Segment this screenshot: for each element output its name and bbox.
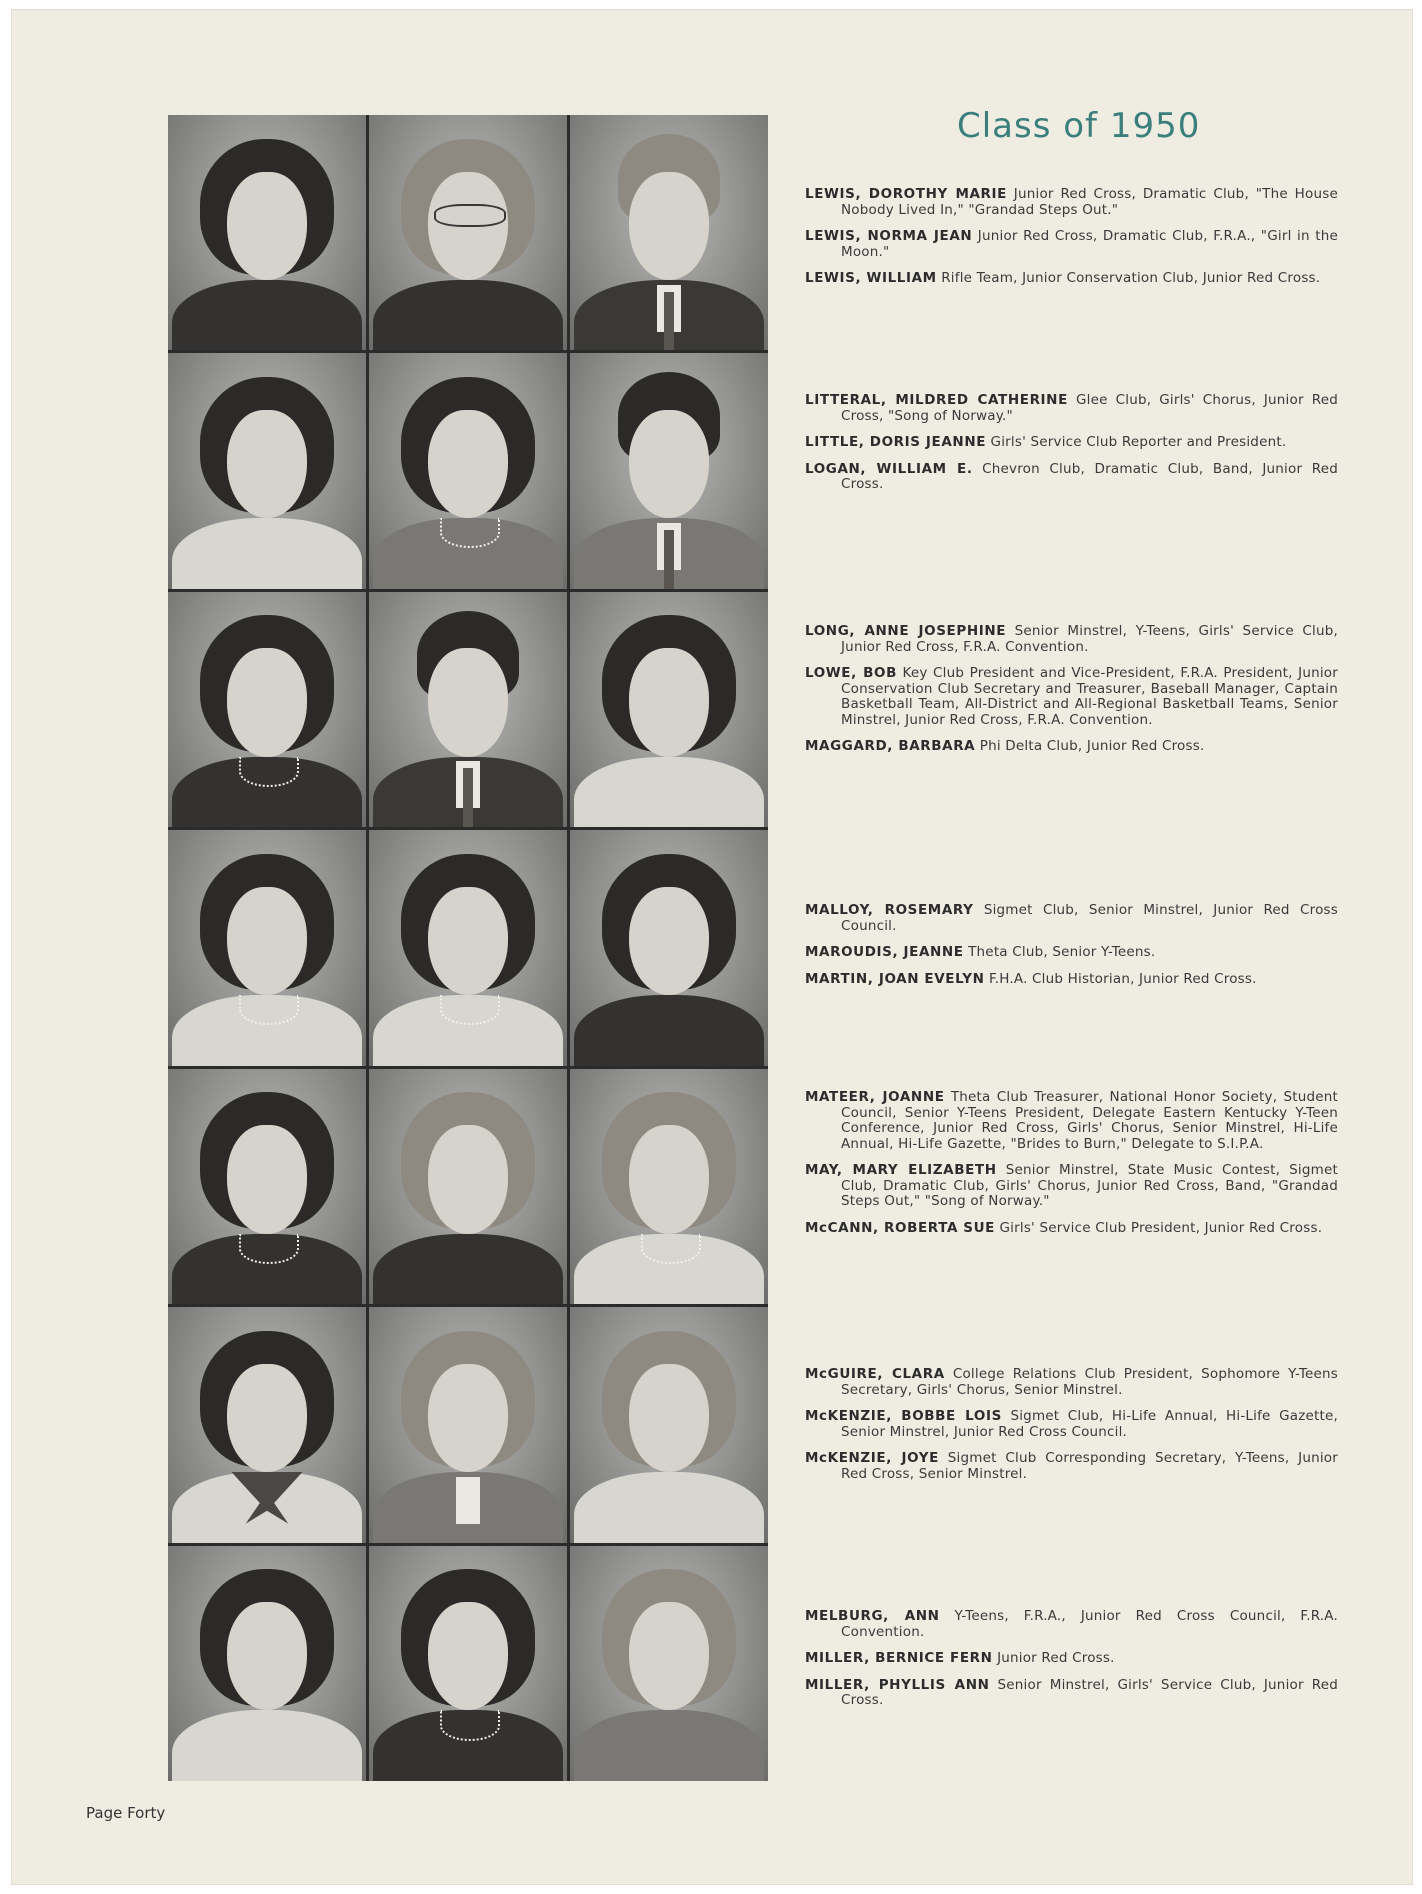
student-activities: Phi Delta Club, Junior Red Cross.: [979, 738, 1205, 754]
student-activities: Junior Red Cross, Dramatic Club, "The House Nobody Lived In," "Grandad Steps Out.": [841, 186, 1338, 218]
student-entry: [805, 945, 1338, 961]
student-activities: Senior Minstrel, Girls' Service Club, Junior Red Cross.: [841, 1676, 1338, 1708]
student-group: [805, 1090, 1338, 1247]
student-activities: College Relations Club President, Sophomore Y-Teens Secretary, Girls' Chorus, Senior Minstrel.: [841, 1366, 1338, 1398]
student-name: LOGAN, WILLIAM E.: [805, 460, 973, 477]
portrait-photo: [369, 1546, 567, 1781]
portrait-photo: [168, 1546, 366, 1781]
portrait-grid: [168, 115, 768, 1781]
student-entry: [805, 903, 1338, 934]
student-activities: Senior Minstrel, Y-Teens, Girls' Service Club, Junior Red Cross, F.R.A. Convention.: [841, 623, 1338, 655]
student-entry: [805, 462, 1338, 493]
portrait-photo: [369, 592, 567, 827]
student-entry: [805, 739, 1338, 755]
student-name: MAROUDIS, JEANNE: [805, 944, 964, 960]
student-name: LEWIS, DOROTHY MARIE: [805, 186, 1007, 202]
student-entry: [805, 1678, 1338, 1709]
student-entry: [805, 187, 1338, 218]
portrait-photo: [570, 1546, 768, 1781]
student-group: [805, 624, 1338, 766]
student-name: McGUIRE, CLARA: [805, 1366, 945, 1382]
student-entry: [805, 1409, 1338, 1440]
student-entry: [805, 1609, 1338, 1640]
student-activities: Glee Club, Girls' Chorus, Junior Red Cross, "Song of Norway.": [841, 392, 1338, 424]
student-group: [805, 1367, 1338, 1493]
portrait-photo: [570, 115, 768, 350]
student-activities: Junior Red Cross, Dramatic Club, F.R.A., "Girl in the Moon.": [841, 228, 1339, 260]
student-activities: Senior Minstrel, State Music Contest, Sigmet Club, Dramatic Club, Girls' Chorus, Junior Red Cross, Band, "Grandad Steps Out," "Song of Norway.": [841, 1162, 1338, 1209]
portrait-photo: [369, 1307, 567, 1542]
student-entry: [805, 1090, 1338, 1152]
student-activities: Sigmet Club, Hi-Life Annual, Hi-Life Gazette, Senior Minstrel, Junior Red Cross Council.: [841, 1408, 1338, 1440]
student-name: McCANN, ROBERTA SUE: [805, 1219, 996, 1236]
student-activities: Y-Teens, F.R.A., Junior Red Cross Council, F.R.A. Convention.: [841, 1608, 1338, 1640]
student-group: [805, 393, 1338, 504]
page-title: Class of 1950: [957, 106, 1201, 146]
portrait-photo: [369, 1069, 567, 1304]
portrait-photo: [570, 1069, 768, 1304]
page-number: Page Forty: [86, 1804, 166, 1822]
student-entry: [805, 666, 1338, 728]
student-activities: Rifle Team, Junior Conservation Club, Junior Red Cross.: [941, 270, 1321, 286]
portrait-photo: [168, 1069, 366, 1304]
student-entry: [805, 972, 1338, 988]
student-name: MALLOY, ROSEMARY: [805, 902, 974, 918]
student-entry: [805, 229, 1338, 260]
student-activities: Girls' Service Club President, Junior Red Cross.: [999, 1219, 1323, 1236]
portrait-photo: [570, 830, 768, 1065]
student-name: McKENZIE, JOYE: [805, 1450, 939, 1466]
student-name: MILLER, BERNICE FERN: [805, 1650, 993, 1666]
student-entry: [805, 271, 1338, 287]
student-entry: [805, 1221, 1338, 1237]
student-entry: [805, 1651, 1338, 1667]
portrait-photo: [168, 115, 366, 350]
student-activities: Sigmet Club, Senior Minstrel, Junior Red Cross Council.: [841, 902, 1338, 934]
student-entry: [805, 393, 1338, 424]
student-name: LITTERAL, MILDRED CATHERINE: [805, 392, 1068, 408]
student-activities: Key Club President and Vice-President, F.R.A. President, Junior Conservation Club Secretary and Treasurer, Baseball Manager, Captain Basketball Team, All-District and All-Regional Basketball Teams, Senior Minstrel, Junior Red Cross, F.R.A. Convention.: [841, 665, 1338, 728]
student-name: MELBURG, ANN: [805, 1608, 940, 1624]
student-name: MILLER, PHYLLIS ANN: [805, 1676, 990, 1693]
student-name: MATEER, JOANNE: [805, 1089, 945, 1105]
student-activities: Chevron Club, Dramatic Club, Band, Junior Red Cross.: [841, 460, 1338, 492]
student-activities: F.H.A. Club Historian, Junior Red Cross.: [988, 970, 1257, 987]
student-name: MAY, MARY ELIZABETH: [805, 1162, 997, 1178]
student-name: MARTIN, JOAN EVELYN: [805, 970, 985, 987]
student-name: McKENZIE, BOBBE LOIS: [805, 1408, 1002, 1424]
student-group: [805, 187, 1338, 298]
student-activities: Theta Club, Senior Y-Teens.: [968, 944, 1156, 960]
student-group: [805, 1609, 1338, 1720]
portrait-photo: [168, 592, 366, 827]
student-activities: Girls' Service Club Reporter and President.: [990, 434, 1287, 450]
student-activities: Junior Red Cross.: [997, 1650, 1115, 1666]
yearbook-page: [12, 10, 1412, 1884]
portrait-photo: [369, 353, 567, 588]
student-entry: [805, 624, 1338, 655]
portrait-photo: [168, 353, 366, 588]
portrait-photo: [369, 115, 567, 350]
portrait-photo: [168, 1307, 366, 1542]
student-activities: Theta Club Treasurer, National Honor Society, Student Council, Senior Y-Teens President, Delegate Eastern Kentucky Y-Teen Conference, Junior Red Cross, Girls' Chorus, Senior Minstrel, Hi-Life Annual, Hi-Life Gazette, "Brides to Burn," Delegate to S.I.P.A.: [841, 1089, 1339, 1152]
student-group: [805, 903, 1338, 998]
student-entry: [805, 1163, 1338, 1210]
student-activities: Sigmet Club Corresponding Secretary, Y-Teens, Junior Red Cross, Senior Minstrel.: [841, 1450, 1338, 1482]
portrait-photo: [570, 592, 768, 827]
student-name: LITTLE, DORIS JEANNE: [805, 434, 987, 450]
student-name: LEWIS, NORMA JEAN: [805, 228, 973, 244]
student-entry: [805, 1451, 1338, 1482]
portrait-photo: [570, 353, 768, 588]
student-name: MAGGARD, BARBARA: [805, 738, 976, 754]
student-name: LOWE, BOB: [805, 665, 897, 681]
portrait-photo: [168, 830, 366, 1065]
student-name: LEWIS, WILLIAM: [805, 270, 937, 286]
student-name: LONG, ANNE JOSEPHINE: [805, 623, 1007, 639]
portrait-photo: [369, 830, 567, 1065]
student-entry: [805, 435, 1338, 451]
portrait-photo: [570, 1307, 768, 1542]
student-entry: [805, 1367, 1338, 1398]
